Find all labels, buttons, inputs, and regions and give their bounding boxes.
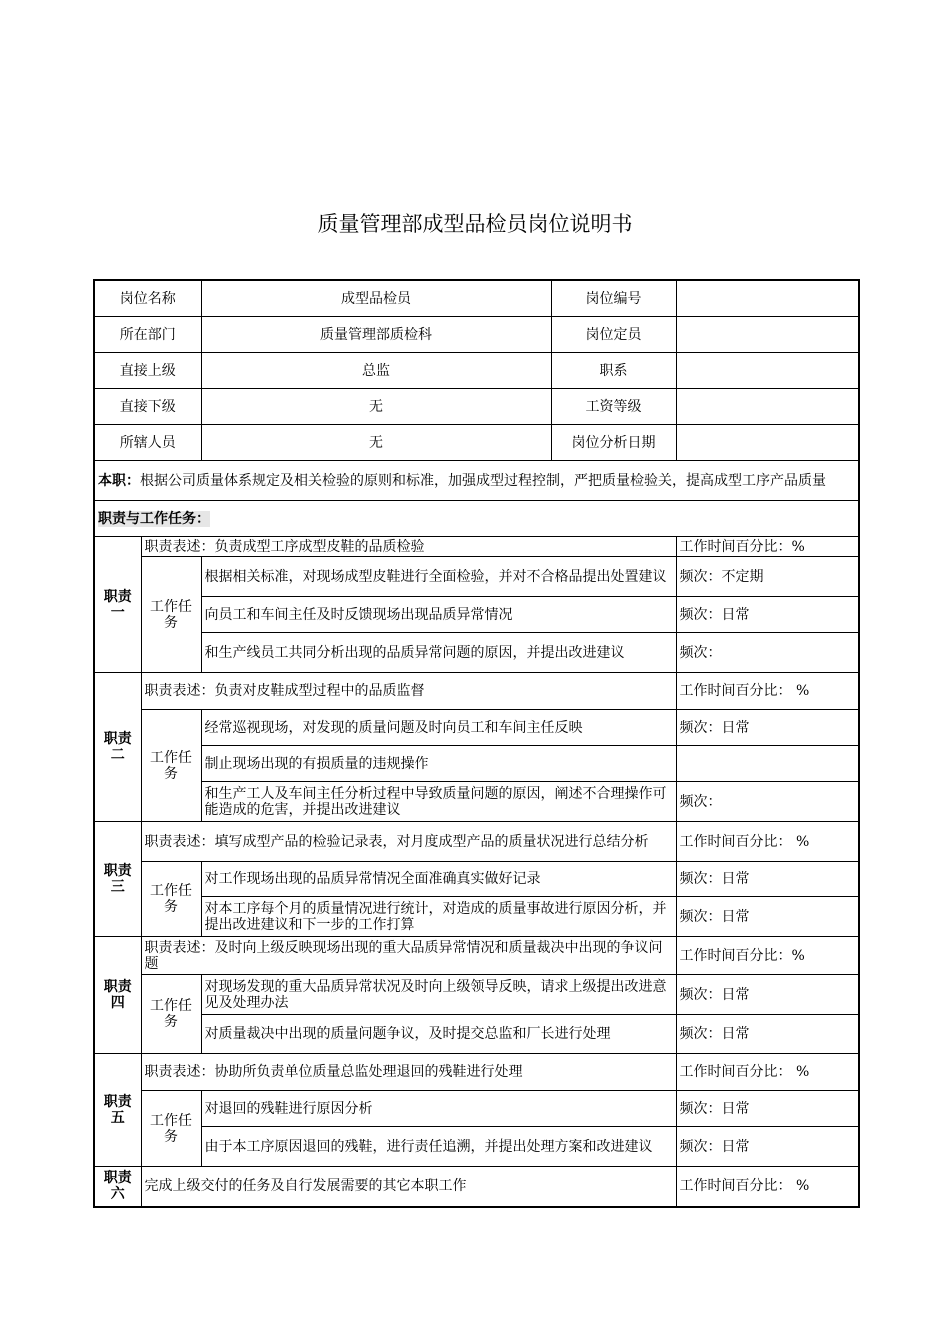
info-row-subordinate: [94, 389, 859, 425]
duty-4-task-2: [94, 1015, 859, 1054]
duty-2-time-pct: 工作时间百分比： %: [676, 673, 859, 710]
duty-1-task-2: [94, 597, 859, 633]
duty-5-task-2: [94, 1127, 859, 1167]
salary-grade-value: [676, 389, 859, 425]
duty-1-task-2-text: 向员工和车间主任及时反馈现场出现品质异常情况: [201, 597, 676, 633]
tasks-header: [94, 501, 859, 537]
duty-4-label: 职责四: [94, 937, 141, 1054]
duty-1-task-2-freq: 频次：日常: [676, 597, 859, 633]
duty-5-task-2-text: 由于本工序原因退回的残鞋，进行责任追溯，并提出处理方案和改进建议: [201, 1127, 676, 1167]
position-number-label: 岗位编号: [551, 280, 676, 317]
duty-5-task-2-freq: 频次：日常: [676, 1127, 859, 1167]
duty-summary-row: [94, 461, 859, 501]
duty-4-task-2-freq: 频次：日常: [676, 1015, 859, 1054]
department-label: 所在部门: [94, 317, 201, 353]
job-family-label: 职系: [551, 353, 676, 389]
duty-1-time-pct: 工作时间百分比：%: [676, 537, 859, 557]
duty-5-task-1: [94, 1091, 859, 1127]
duty-2-task-1-text: 经常巡视现场，对发现的质量问题及时向员工和车间主任反映: [201, 710, 676, 746]
headcount-value: [676, 317, 859, 353]
subordinate-value: 无: [201, 389, 551, 425]
duty-2-task-1-freq: 频次：日常: [676, 710, 859, 746]
info-row-department: [94, 317, 859, 353]
headcount-label: 岗位定员: [551, 317, 676, 353]
duty-6-row: [94, 1167, 859, 1207]
info-row-position-name: [94, 280, 859, 317]
duty-3-task-1: [94, 862, 859, 897]
duty-2-task-3-freq: 频次：: [676, 782, 859, 822]
duty-3-time-pct: 工作时间百分比： %: [676, 822, 859, 862]
superior-value: 总监: [201, 353, 551, 389]
tasks-header-row: [94, 501, 859, 537]
duty-1-task-1-text: 根据相关标准，对现场成型皮鞋进行全面检验，并对不合格品提出处置建议: [201, 557, 676, 597]
duty-3-task-2-freq: 频次：日常: [676, 897, 859, 937]
duty-6-time-pct: 工作时间百分比： %: [676, 1167, 859, 1207]
position-name-label: 岗位名称: [94, 280, 201, 317]
subordinate-label: 直接下级: [94, 389, 201, 425]
duty-1-task-1-freq: 频次：不定期: [676, 557, 859, 597]
duty-2-task-2: [94, 746, 859, 782]
duty-4-task-label: 工作任务: [141, 975, 201, 1054]
position-number-value: [676, 280, 859, 317]
job-family-value: [676, 353, 859, 389]
duty-2-task-label: 工作任务: [141, 710, 201, 822]
duty-2-desc-row: [94, 673, 859, 710]
duty-summary-text: 根据公司质量体系规定及相关检验的原则和标准，加强成型过程控制，严把质量检验关，提高成型工序产品质量: [140, 472, 826, 489]
staff-value: 无: [201, 425, 551, 461]
duty-4-desc-row: [94, 937, 859, 975]
duty-2-label: 职责二: [94, 673, 141, 822]
duty-5-label: 职责五: [94, 1054, 141, 1167]
duty-3-task-2-text: 对本工序每个月的质量情况进行统计，对造成的质量事故进行原因分析，并提出改进建议和下一步的工作打算: [201, 897, 676, 937]
duty-2-desc: 职责表述：负责对皮鞋成型过程中的品质监督: [141, 673, 676, 710]
duty-3-task-label: 工作任务: [141, 862, 201, 937]
duty-summary-label: 本职：: [98, 472, 140, 489]
duty-2-task-1: [94, 710, 859, 746]
department-value: 质量管理部质检科: [201, 317, 551, 353]
duty-1-label: 职责一: [94, 537, 141, 673]
duty-5-time-pct: 工作时间百分比： %: [676, 1054, 859, 1091]
duty-4-task-1-freq: 频次：日常: [676, 975, 859, 1015]
duty-2-task-2-text: 制止现场出现的有损质量的违规操作: [201, 746, 676, 782]
duty-1-desc-row: [94, 537, 859, 557]
duty-4-task-1: [94, 975, 859, 1015]
duty-4-time-pct: 工作时间百分比：%: [676, 937, 859, 975]
info-row-staff: [94, 425, 859, 461]
duty-2-task-3: [94, 782, 859, 822]
info-row-superior: [94, 353, 859, 389]
duty-5-task-1-freq: 频次：日常: [676, 1091, 859, 1127]
tasks-header-label: 职责与工作任务：: [98, 510, 210, 527]
duty-3-desc-row: [94, 822, 859, 862]
duty-3-task-1-freq: 频次：日常: [676, 862, 859, 897]
analysis-date-value: [676, 425, 859, 461]
staff-label: 所辖人员: [94, 425, 201, 461]
analysis-date-label: 岗位分析日期: [551, 425, 676, 461]
duty-3-desc: 职责表述：填写成型产品的检验记录表，对月度成型产品的质量状况进行总结分析: [141, 822, 676, 862]
duty-2-task-2-freq: [676, 746, 859, 782]
duty-2-task-3-text: 和生产工人及车间主任分析过程中导致质量问题的原因，阐述不合理操作可能造成的危害，并提出改进建议: [201, 782, 676, 822]
page-title: 质量管理部成型品检员岗位说明书: [317, 212, 633, 236]
duty-1-desc: 职责表述：负责成型工序成型皮鞋的品质检验: [141, 537, 676, 557]
duty-5-task-1-text: 对退回的残鞋进行原因分析: [201, 1091, 676, 1127]
duty-6-desc: 完成上级交付的任务及自行发展需要的其它本职工作: [141, 1167, 676, 1207]
duty-5-desc: 职责表述：协助所负责单位质量总监处理退回的残鞋进行处理: [141, 1054, 676, 1091]
duty-5-desc-row: [94, 1054, 859, 1091]
duty-1-task-3-text: 和生产线员工共同分析出现的品质异常问题的原因，并提出改进建议: [201, 633, 676, 673]
duty-1-task-1: [94, 557, 859, 597]
duty-4-task-1-text: 对现场发现的重大品质异常状况及时向上级领导反映，请求上级提出改进意见及处理办法: [201, 975, 676, 1015]
duty-3-label: 职责三: [94, 822, 141, 937]
job-description-table: [93, 279, 860, 1208]
duty-summary: [94, 461, 859, 501]
duty-6-label: 职责六: [94, 1167, 141, 1207]
duty-3-task-2: [94, 897, 859, 937]
duty-3-task-1-text: 对工作现场出现的品质异常情况全面准确真实做好记录: [201, 862, 676, 897]
salary-grade-label: 工资等级: [551, 389, 676, 425]
duty-4-task-2-text: 对质量裁决中出现的质量问题争议，及时提交总监和厂长进行处理: [201, 1015, 676, 1054]
duty-1-task-label: 工作任务: [141, 557, 201, 673]
duty-5-task-label: 工作任务: [141, 1091, 201, 1167]
duty-4-desc: 职责表述：及时向上级反映现场出现的重大品质异常情况和质量裁决中出现的争议问题: [141, 937, 676, 975]
superior-label: 直接上级: [94, 353, 201, 389]
position-name-value: 成型品检员: [201, 280, 551, 317]
duty-1-task-3-freq: 频次：: [676, 633, 859, 673]
duty-1-task-3: [94, 633, 859, 673]
